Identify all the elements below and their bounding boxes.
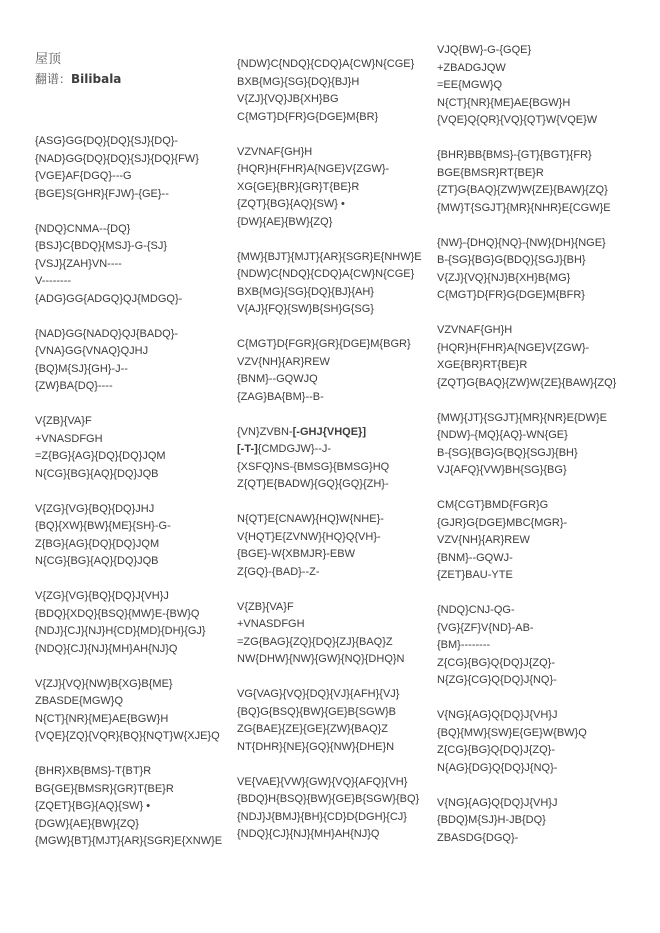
stanza (237, 511, 422, 581)
stanza (237, 424, 422, 494)
notation-line: {MW}T{SGJT}{MR}{NHR}E{CGW}E (437, 201, 611, 214)
notation-line: V{NG}{AG}Q{DQ}J{VH}J (437, 796, 558, 809)
notation-line (237, 441, 422, 459)
notation-line: {ZAG}BA{BM}--B- (237, 390, 324, 403)
notation-line: VZV{NH}{AR}REW (237, 355, 330, 368)
notation-line: {VG}{ZF}V{ND}-AB- (437, 621, 534, 634)
notation-line: {ZQT}G{BAQ}{ZW}W{ZE}{BAW}{ZQ} (437, 376, 617, 389)
notation-line: N{QT}E{CNAW}{HQ}W{NHE}- (237, 513, 384, 525)
page-title: 屋顶 (35, 52, 62, 67)
notation-line: V{HQT}E{ZVNW}{HQ}Q{VH}- (237, 530, 381, 543)
notation-line: VJ{AFQ}{VW}BH{SG}{BG} (437, 464, 567, 476)
notation-line: {BQ}M{SJ}{GH}-J-- (35, 362, 128, 375)
notation-line: {NDW}C{NDQ}{CDQ}A{CW}N{CGE} (237, 58, 415, 70)
notation-line: {MW}{JT}{SGJT}{MR}{NR}E{DW}E (437, 411, 607, 424)
notation-line: {BNM}--GQWJQ (237, 373, 318, 385)
notation-line: {BGE}S{GHR}{FJW}-{GE}-- (35, 187, 169, 200)
notation-line: {ZW}BA{DQ}---- (35, 380, 113, 392)
stanza (437, 602, 616, 690)
stanza (437, 235, 616, 305)
notation-line: {BM}-------- (437, 639, 491, 651)
notation-line: XG{GE}{BR}{GR}T{BE}R (237, 180, 360, 193)
notation-line: {BGE}-W{XBMJR}-EBW (237, 548, 355, 560)
stanza (35, 588, 222, 658)
stanza (35, 501, 222, 571)
stanza (237, 686, 422, 756)
notation-line: V-------- (35, 275, 72, 287)
notation-line: Z{GQ}-{BAD}--Z- (237, 565, 320, 578)
notation-line: {ZET}BAU-YTE (437, 569, 513, 581)
notation-line: N{CT}{NR}{ME}AE{BGW}H (437, 96, 571, 109)
notation-line: {GJR}G{DGE}MBC{MGR}- (437, 516, 568, 529)
notation-line: N{ZG}{CG}Q{DQ}J{NQ}- (437, 674, 557, 686)
notation-segment-bold: [-T-] (237, 443, 258, 455)
notation-line: =ZG{BAG}{ZQ}{DQ}{ZJ}{BAQ}Z (237, 635, 393, 648)
notation-line: VZVNAF{GH}H (437, 324, 513, 336)
stanza (437, 147, 616, 217)
notation-line: B-{SG}{BG}G{BQ}{SGJ}{BH} (437, 446, 578, 459)
notation-line: {BDQ}H{BSQ}{BW}{GE}B{SGW}{BQ} (237, 793, 420, 805)
notation-line: {HQR}H{FHR}A{NGE}V{ZGW}- (237, 163, 390, 175)
notation-line: {NDQ}{CJ}{NJ}{MH}AH{NJ}Q (35, 642, 178, 655)
notation-line: +ZBADGJQW (437, 61, 506, 74)
notation-line: {NDW}C{NDQ}{CDQ}A{CW}N{CGE} (237, 268, 415, 280)
notation-line: CM{CGT}BMD{FGR}G (437, 499, 549, 511)
stanza (35, 326, 222, 396)
notation-line: V{ZG}{VG}{BQ}{DQ}J{VH}J (35, 590, 169, 602)
notation-line: C{MGT}D{FGR}{GR}{DGE}M{BGR} (237, 338, 411, 350)
notation-line: {HQR}H{FHR}A{NGE}V{ZGW}- (437, 341, 590, 354)
stanza (437, 322, 616, 392)
notation-line: ZBASDE{MGW}Q (35, 695, 124, 707)
stanza (237, 599, 422, 669)
notation-line: {VNA}GG{VNAQ}QJHJ (35, 345, 149, 357)
stanza (437, 42, 616, 130)
notation-line: N{CG}{BG}{AQ}{DQ}JQB (35, 555, 159, 567)
notation-line: =Z{BG}{AG}{DQ}{DQ}JQM (35, 450, 166, 462)
notation-line: {ZQET}{BG}{AQ}{SW} • (35, 800, 151, 812)
notation-line: N{CG}{BG}{AQ}{DQ}JQB (35, 467, 159, 480)
notation-line: {VSJ}{ZAH}VN---- (35, 257, 122, 270)
notation-line: {VQE}Q{QR}{VQ}{QT}W{VQE}W (437, 114, 598, 126)
notation-line: ZBASDG{DGQ}- (437, 831, 519, 844)
notation-line: {BQ}{MW}{SW}E{GE}W{BW}Q (437, 726, 587, 739)
stanza (35, 763, 222, 851)
stanza (237, 774, 422, 844)
notation-line: +VNASDFGH (237, 618, 305, 630)
notation-line (237, 424, 422, 442)
notation-line: VE{VAE}{VW}{GW}{VQ}{AFQ}{VH} (237, 775, 408, 788)
stanza (35, 221, 222, 309)
notation-line: V{ZB}{VA}F (237, 600, 294, 613)
column-2 (237, 56, 422, 861)
notation-line: {ASG}GG{DQ}{DQ}{SJ}{DQ}- (35, 135, 179, 147)
notation-line: {NDQ}CNMA--{DQ} (35, 222, 131, 235)
notation-line: BXB{MG}{SG}{DQ}{BJ}H (237, 75, 360, 88)
notation-line: {BHR}BB{BMS}-{GT}{BGT}{FR} (437, 149, 592, 161)
notation-line: {DW}{AE}{BW}{ZQ} (237, 215, 333, 228)
notation-line: V{ZB}{VA}F (35, 415, 92, 427)
notation-line: {VQE}{ZQ}{VQR}{BQ}{NQT}W{XJE}Q (35, 730, 220, 742)
notation-line: {ZQT}{BG}{AQ}{SW} • (237, 198, 345, 210)
notation-line: {NDJ}{CJ}{NJ}H{CD}{MD}{DH}{GJ} (35, 625, 206, 637)
stanza (237, 336, 422, 406)
notation-line: BGE{BMSR}RT{BE}R (437, 166, 544, 179)
notation-line: NW{DHW}{NW}{GW}{NQ}{DHQ}N (237, 653, 405, 665)
transcriber-label: 翻谱： (35, 72, 72, 86)
notation-line: BG{GE}{BMSR}{GR}T{BE}R (35, 782, 174, 795)
notation-line: V{ZG}{VG}{BQ}{DQ}JHJ (35, 502, 155, 515)
transcriber-line (35, 70, 121, 87)
notation-line: {XSFQ}NS-{BMSG}{BMSG}HQ (237, 460, 390, 473)
notation-line: VJQ{BW}-G-{GQE} (437, 44, 532, 56)
notation-line: {DGW}{AE}{BW}{ZQ} (35, 817, 139, 830)
notation-line: V{ZJ}{VQ}{NJ}B{XH}B{MG} (437, 271, 571, 284)
notation-line: {NDQ}CNJ-QG- (437, 604, 515, 616)
notation-line: VZVNAF{GH}H (237, 145, 313, 158)
notation-line: {NW}-{DHQ}{NQ}-{NW}{DH}{NGE} (437, 236, 606, 249)
notation-segment: {CMDGJW}--J- (257, 443, 332, 455)
notation-line: {NDW}-{MQ}{AQ}-WN{GE} (437, 429, 568, 441)
notation-line: {BHR}XB{BMS}-T{BT}R (35, 765, 152, 777)
notation-segment: {VN}ZVBN- (237, 425, 293, 438)
notation-line: BXB{MG}{SG}{DQ}{BJ}{AH} (237, 285, 374, 298)
notation-line: XGE{BR}RT{BE}R (437, 359, 528, 371)
stanza (437, 795, 616, 848)
notation-line: {NAD}GG{NADQ}QJ{BADQ}- (35, 327, 179, 340)
stanza (437, 497, 616, 585)
notation-line: C{MGT}D{FR}G{DGE}M{BR} (237, 110, 379, 123)
notation-line: B-{SG}{BG}G{BDQ}{SGJ}{BH} (437, 254, 586, 266)
stanza (437, 410, 616, 480)
notation-line: V{ZJ}{VQ}{NW}B{XG}B{ME} (35, 677, 173, 690)
notation-line: NT{DHR}{NE}{GQ}{NW}{DHE}N (237, 740, 395, 753)
stanza (237, 249, 422, 319)
notation-line: V{AJ}{FQ}{SW}B{SH}G{SG} (237, 303, 374, 315)
notation-line: N{CT}{NR}{ME}AE{BGW}H (35, 712, 169, 725)
notation-line: VZV{NH}{AR}REW (437, 534, 530, 546)
notation-line: {BSJ}C{BDQ}{MSJ}-G-{SJ} (35, 240, 168, 252)
notation-line: Z{CG}{BG}Q{DQ}J{ZQ}- (437, 656, 555, 669)
notation-line: {NAD}GG{DQ}{DQ}{SJ}{DQ}{FW} (35, 152, 199, 165)
stanza (237, 56, 422, 126)
notation-line: N{AG}{DG}Q{DQ}J{NQ}- (437, 761, 558, 774)
notation-line: Z{QT}E{BADW}{GQ}{GQ}{ZH}- (237, 478, 389, 490)
notation-line: VG{VAG}{VQ}{DQ}{VJ}{AFH}{VJ} (237, 688, 400, 700)
notation-line: V{NG}{AG}Q{DQ}J{VH}J (437, 709, 558, 721)
column-3 (437, 42, 616, 865)
notation-line: {ADG}GG{ADGQ}QJ{MDGQ}- (35, 292, 183, 305)
notation-line: V{ZJ}{VQ}JB{XH}BG (237, 93, 339, 105)
notation-line: C{MGT}D{FR}G{DGE}M{BFR} (437, 289, 585, 301)
stanza (35, 676, 222, 746)
notation-line: =EE{MGW}Q (437, 79, 503, 91)
notation-line: {BNM}--GQWJ- (437, 551, 513, 564)
stanza (35, 413, 222, 483)
notation-line: +VNASDFGH (35, 432, 103, 445)
notation-line: {BDQ}M{SJ}H-JB{DQ} (437, 814, 546, 826)
notation-segment-bold: [-GHJ{VHQE}] (292, 425, 366, 438)
notation-line: ZG{BAE}{ZE}{GE}{ZW}{BAQ}Z (237, 723, 389, 735)
notation-line: {BQ}G{BSQ}{BW}{GE}B{SGW}B (237, 705, 396, 718)
notation-line: {NDQ}{CJ}{NJ}{MH}AH{NJ}Q (237, 828, 380, 840)
transcriber-name: Bilibala (71, 72, 122, 86)
stanza (35, 133, 222, 203)
notation-line: {BDQ}{XDQ}{BSQ}{MW}E-{BW}Q (35, 607, 200, 620)
stanza (237, 144, 422, 232)
notation-line: {MW}{BJT}{MJT}{AR}{SGR}E{NHW}E (237, 250, 422, 263)
notation-line: Z{BG}{AG}{DQ}{DQ}JQM (35, 537, 160, 550)
notation-line: {MGW}{BT}{MJT}{AR}{SGR}E{XNW}E (35, 835, 223, 847)
notation-line: {VGE}AF{DGQ}---G (35, 170, 132, 182)
column-1 (35, 133, 222, 868)
stanza (437, 707, 616, 777)
notation-line: {NDJ}J{BMJ}{BH}{CD}D{DGH}{CJ} (237, 810, 407, 823)
notation-line: Z{CG}{BG}Q{DQ}J{ZQ}- (437, 744, 555, 756)
notation-line: {ZT}G{BAQ}{ZW}W{ZE}{BAW}{ZQ} (437, 184, 608, 196)
notation-line: {BQ}{XW}{BW}{ME}{SH}-G- (35, 520, 171, 532)
